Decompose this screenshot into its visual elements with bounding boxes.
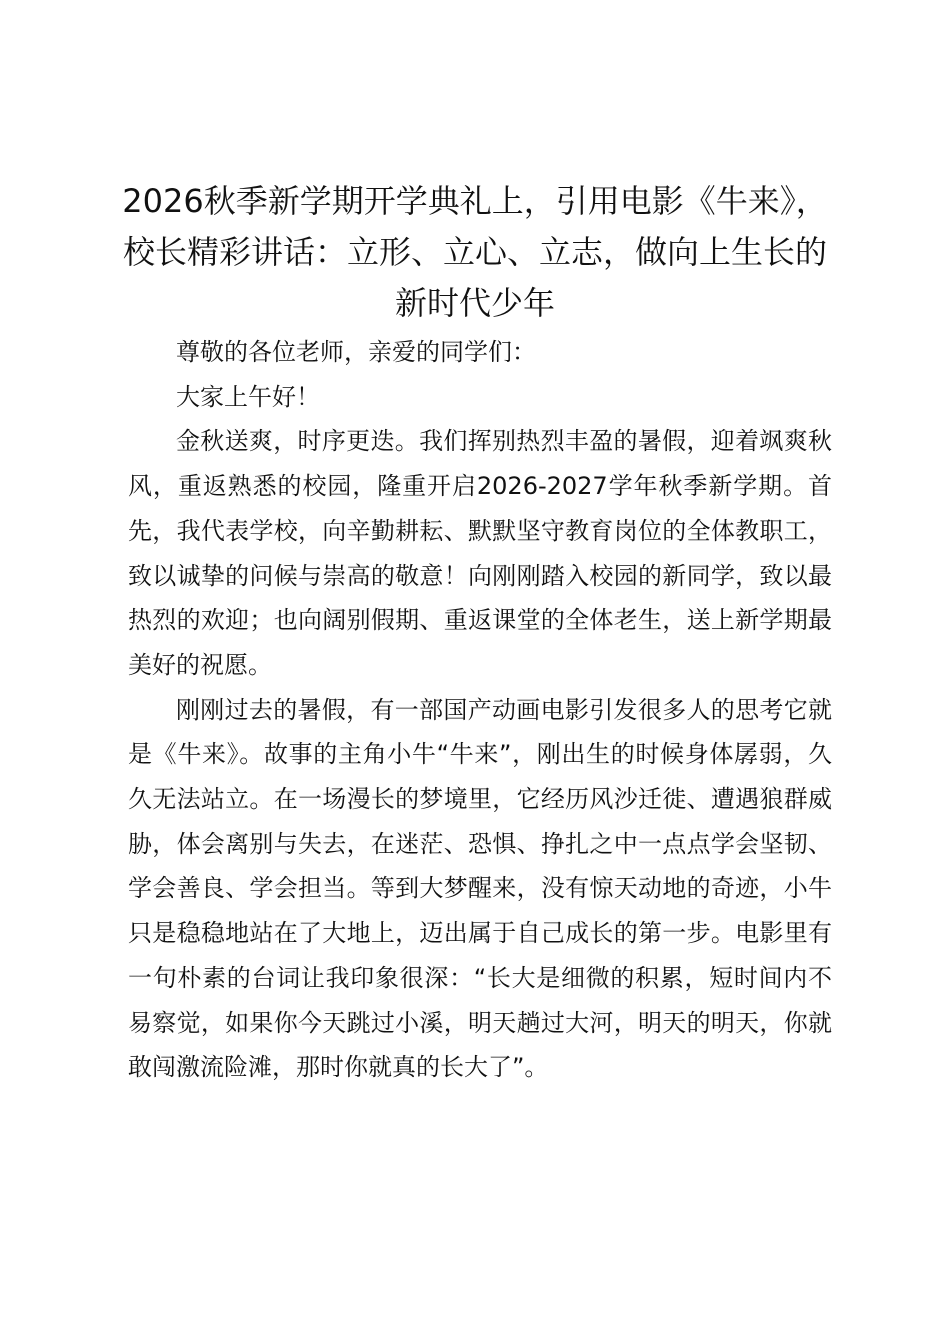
movie-paragraph: 刚刚过去的暑假，有一部国产动画电影引发很多人的思考它就是《牛来》。故事的主角小牛“牛来”，刚出生的时候身体孱弱，久久无法站立。在一场漫长的梦境里，它经历风沙迁徙、遭遇狼群威胁，体会离别与失去，在迷茫、恐惧、挣扎之中一点点学会坚韧、学会善良、学会担当。等到大梦醒来，没有惊天动地的奇迹，小牛只是稳稳地站在了大地上，迈出属于自己成长的第一步。电影里有一句朴素的台词让我印象很深：“长大是细微的积累，短时间内不易察觉，如果你今天跳过小溪，明天趟过大河，明天的明天，你就敢闯激流险滩，那时你就真的长大了”。 (128, 695, 832, 1082)
document-title: 2026秋季新学期开学典礼上，引用电影《牛来》，校长精彩讲话：立形、立心、立志，做向上生长的新时代少年 (122, 182, 828, 322)
salutation-paragraph: 大家上午好！ (176, 382, 320, 411)
opening-paragraph: 金秋送爽，时序更迭。我们挥别热烈丰盈的暑假，迎着飒爽秋风，重返熟悉的校园，隆重开启2026-2027学年秋季新学期。首先，我代表学校，向辛勤耕耘、默默坚守教育岗位的全体教职工，致以诚挚的问候与崇高的敬意！向刚刚踏入校园的新同学，致以最热烈的欢迎；也向阔别假期、重返课堂的全体老生，送上新学期最美好的祝愿。 (128, 427, 832, 679)
greeting-paragraph: 尊敬的各位老师，亲爱的同学们： (176, 338, 536, 366)
document-body (128, 330, 832, 1090)
